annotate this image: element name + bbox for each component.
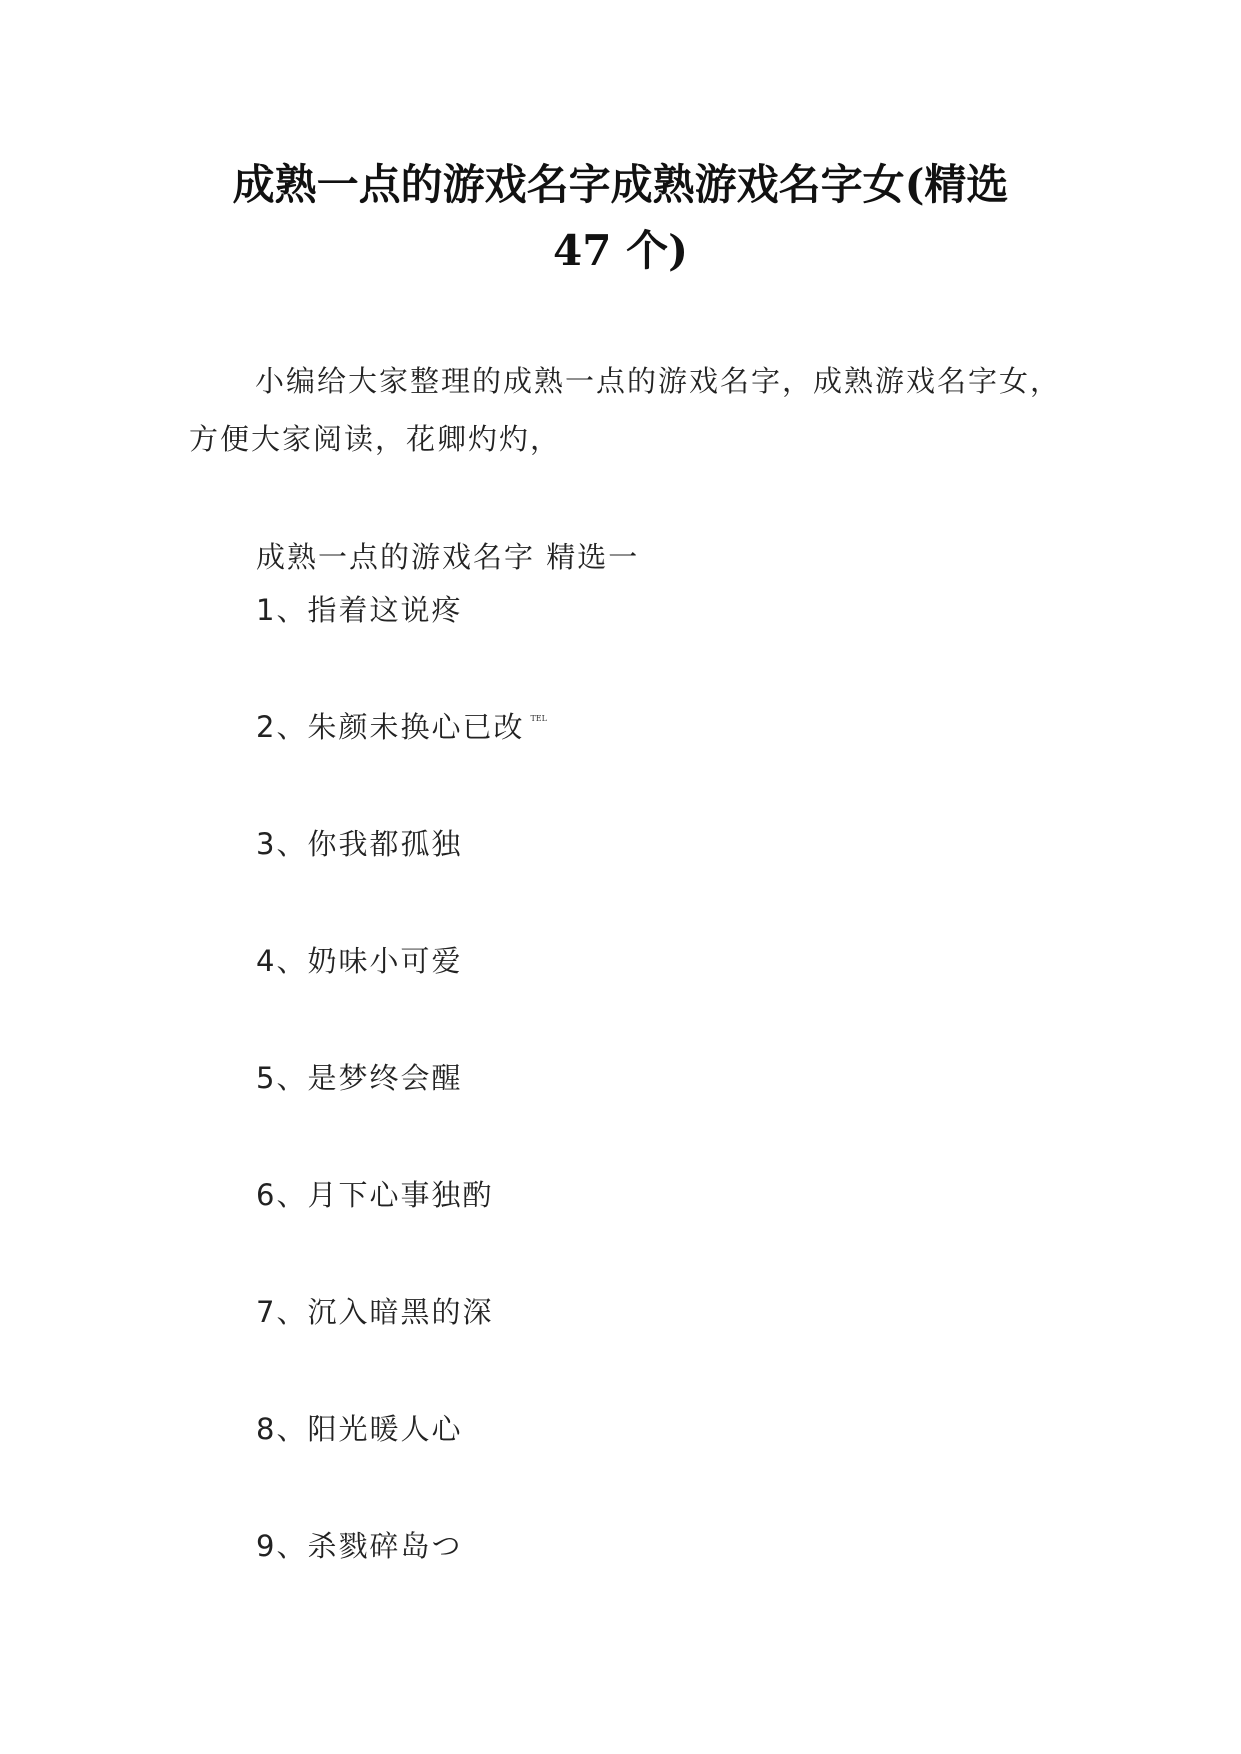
list-item-text: 2、朱颜未换心已改 xyxy=(256,710,525,744)
list-item xyxy=(256,1407,541,1524)
list-item-text: 9、杀戮碎岛つ xyxy=(256,1529,463,1563)
list-item-text: 7、沉入暗黑的深 xyxy=(256,1295,494,1329)
intro-paragraph: 小编给大家整理的成熟一点的游戏名字，成熟游戏名字女，方便大家阅读，花卿灼灼， xyxy=(189,364,1062,456)
list-item-text: 5、是梦终会醒 xyxy=(256,1061,463,1095)
list-item xyxy=(256,1173,541,1290)
name-list xyxy=(256,588,547,1641)
list-item xyxy=(256,705,547,822)
list-item-text: 3、你我都孤独 xyxy=(256,827,463,861)
list-item-text: 1、指着这说疼 xyxy=(256,593,463,627)
title-line-2: 47 个) xyxy=(553,226,688,275)
list-item xyxy=(256,588,541,705)
superscript-mark: TEL xyxy=(530,714,547,723)
list-item xyxy=(256,822,541,939)
list-item xyxy=(256,939,541,1056)
document-title xyxy=(160,152,1081,284)
title-line-1: 成熟一点的游戏名字成熟游戏名字女(精选 xyxy=(232,160,1009,209)
list-item-text: 4、奶味小可爱 xyxy=(256,944,463,978)
list-item xyxy=(256,1290,541,1407)
list-item-text: 6、月下心事独酌 xyxy=(256,1178,494,1212)
list-item xyxy=(256,1524,541,1641)
list-item-text: 8、阳光暖人心 xyxy=(256,1412,463,1446)
section-heading: 成熟一点的游戏名字 精选一 xyxy=(256,540,640,574)
list-item xyxy=(256,1056,541,1173)
